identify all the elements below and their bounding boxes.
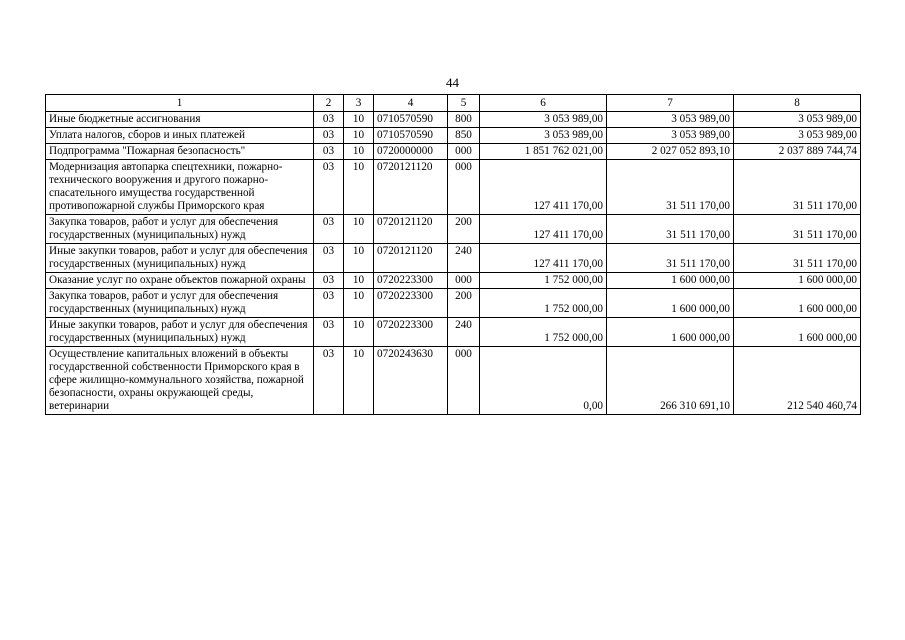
row-target-code-cell: 0710570590 [374, 112, 448, 128]
column-header: 5 [448, 95, 480, 112]
row-section-cell: 03 [314, 273, 344, 289]
row-subsection-cell: 10 [344, 144, 374, 160]
table-row [46, 215, 861, 244]
row-target-code-cell: 0720223300 [374, 273, 448, 289]
row-expense-type-cell: 240 [448, 244, 480, 273]
row-subsection-cell: 10 [344, 347, 374, 415]
row-amount-col7-cell: 3 053 989,00 [607, 112, 734, 128]
row-amount-col8-cell: 1 600 000,00 [734, 273, 861, 289]
column-header: 6 [480, 95, 607, 112]
row-expense-type-cell: 000 [448, 273, 480, 289]
row-expense-type-cell: 000 [448, 347, 480, 415]
budget-table [45, 94, 861, 415]
row-amount-col8-cell: 212 540 460,74 [734, 347, 861, 415]
row-section-cell: 03 [314, 144, 344, 160]
row-subsection-cell: 10 [344, 244, 374, 273]
row-name-cell: Модернизация автопарка спецтехники, пожарно-технического вооружения и другого пожарно-спасательного имущества государственной противопожарной службы Приморского края [46, 160, 314, 215]
row-section-cell: 03 [314, 347, 344, 415]
table-row [46, 289, 861, 318]
row-subsection-cell: 10 [344, 215, 374, 244]
row-amount-col7-cell: 1 600 000,00 [607, 273, 734, 289]
row-name-cell: Иные закупки товаров, работ и услуг для обеспечения государственных (муниципальных) нужд [46, 318, 314, 347]
row-amount-col6-cell: 127 411 170,00 [480, 215, 607, 244]
row-name-cell: Иные бюджетные ассигнования [46, 112, 314, 128]
row-subsection-cell: 10 [344, 128, 374, 144]
column-header: 1 [46, 95, 314, 112]
row-amount-col6-cell: 1 851 762 021,00 [480, 144, 607, 160]
row-expense-type-cell: 850 [448, 128, 480, 144]
row-amount-col8-cell: 1 600 000,00 [734, 289, 861, 318]
row-section-cell: 03 [314, 289, 344, 318]
table-row [46, 128, 861, 144]
column-header: 3 [344, 95, 374, 112]
row-amount-col6-cell: 3 053 989,00 [480, 112, 607, 128]
row-amount-col8-cell: 31 511 170,00 [734, 215, 861, 244]
row-amount-col6-cell: 0,00 [480, 347, 607, 415]
row-subsection-cell: 10 [344, 289, 374, 318]
row-section-cell: 03 [314, 215, 344, 244]
row-expense-type-cell: 000 [448, 144, 480, 160]
row-name-cell: Уплата налогов, сборов и иных платежей [46, 128, 314, 144]
column-header: 8 [734, 95, 861, 112]
row-amount-col7-cell: 31 511 170,00 [607, 215, 734, 244]
table-row [46, 112, 861, 128]
row-subsection-cell: 10 [344, 273, 374, 289]
row-amount-col7-cell: 31 511 170,00 [607, 244, 734, 273]
table-row [46, 347, 861, 415]
row-expense-type-cell: 000 [448, 160, 480, 215]
row-amount-col7-cell: 1 600 000,00 [607, 318, 734, 347]
row-target-code-cell: 0720223300 [374, 318, 448, 347]
row-amount-col6-cell: 127 411 170,00 [480, 160, 607, 215]
row-amount-col7-cell: 3 053 989,00 [607, 128, 734, 144]
column-header: 2 [314, 95, 344, 112]
table-row [46, 244, 861, 273]
row-amount-col7-cell: 266 310 691,10 [607, 347, 734, 415]
row-target-code-cell: 0720121120 [374, 215, 448, 244]
row-amount-col8-cell: 1 600 000,00 [734, 318, 861, 347]
row-section-cell: 03 [314, 128, 344, 144]
row-section-cell: 03 [314, 244, 344, 273]
row-amount-col6-cell: 127 411 170,00 [480, 244, 607, 273]
row-amount-col6-cell: 1 752 000,00 [480, 289, 607, 318]
row-target-code-cell: 0720223300 [374, 289, 448, 318]
row-target-code-cell: 0720121120 [374, 160, 448, 215]
row-name-cell: Закупка товаров, работ и услуг для обеспечения государственных (муниципальных) нужд [46, 289, 314, 318]
row-amount-col8-cell: 2 037 889 744,74 [734, 144, 861, 160]
row-expense-type-cell: 200 [448, 289, 480, 318]
column-header: 7 [607, 95, 734, 112]
row-section-cell: 03 [314, 318, 344, 347]
row-name-cell: Закупка товаров, работ и услуг для обеспечения государственных (муниципальных) нужд [46, 215, 314, 244]
row-amount-col7-cell: 2 027 052 893,10 [607, 144, 734, 160]
table-row [46, 160, 861, 215]
row-target-code-cell: 0720121120 [374, 244, 448, 273]
row-expense-type-cell: 800 [448, 112, 480, 128]
row-amount-col8-cell: 3 053 989,00 [734, 112, 861, 128]
row-amount-col6-cell: 3 053 989,00 [480, 128, 607, 144]
row-target-code-cell: 0720000000 [374, 144, 448, 160]
row-amount-col7-cell: 31 511 170,00 [607, 160, 734, 215]
row-name-cell: Оказание услуг по охране объектов пожарной охраны [46, 273, 314, 289]
header-row [46, 95, 861, 112]
row-name-cell: Осуществление капитальных вложений в объекты государственной собственности Приморского края в сфере жилищно-коммунального хозяйства, пожарной безопасности, охраны окружающей среды, ветеринарии [46, 347, 314, 415]
row-amount-col8-cell: 3 053 989,00 [734, 128, 861, 144]
row-amount-col8-cell: 31 511 170,00 [734, 244, 861, 273]
row-amount-col6-cell: 1 752 000,00 [480, 273, 607, 289]
page-number: 44 [446, 75, 459, 90]
table-row [46, 144, 861, 160]
row-section-cell: 03 [314, 160, 344, 215]
row-expense-type-cell: 200 [448, 215, 480, 244]
table-row [46, 318, 861, 347]
row-amount-col7-cell: 1 600 000,00 [607, 289, 734, 318]
row-amount-col8-cell: 31 511 170,00 [734, 160, 861, 215]
row-subsection-cell: 10 [344, 160, 374, 215]
row-subsection-cell: 10 [344, 318, 374, 347]
row-section-cell: 03 [314, 112, 344, 128]
row-name-cell: Подпрограмма "Пожарная безопасность" [46, 144, 314, 160]
row-target-code-cell: 0720243630 [374, 347, 448, 415]
column-header: 4 [374, 95, 448, 112]
table-row [46, 273, 861, 289]
row-expense-type-cell: 240 [448, 318, 480, 347]
row-subsection-cell: 10 [344, 112, 374, 128]
row-name-cell: Иные закупки товаров, работ и услуг для обеспечения государственных (муниципальных) нужд [46, 244, 314, 273]
row-amount-col6-cell: 1 752 000,00 [480, 318, 607, 347]
row-target-code-cell: 0710570590 [374, 128, 448, 144]
